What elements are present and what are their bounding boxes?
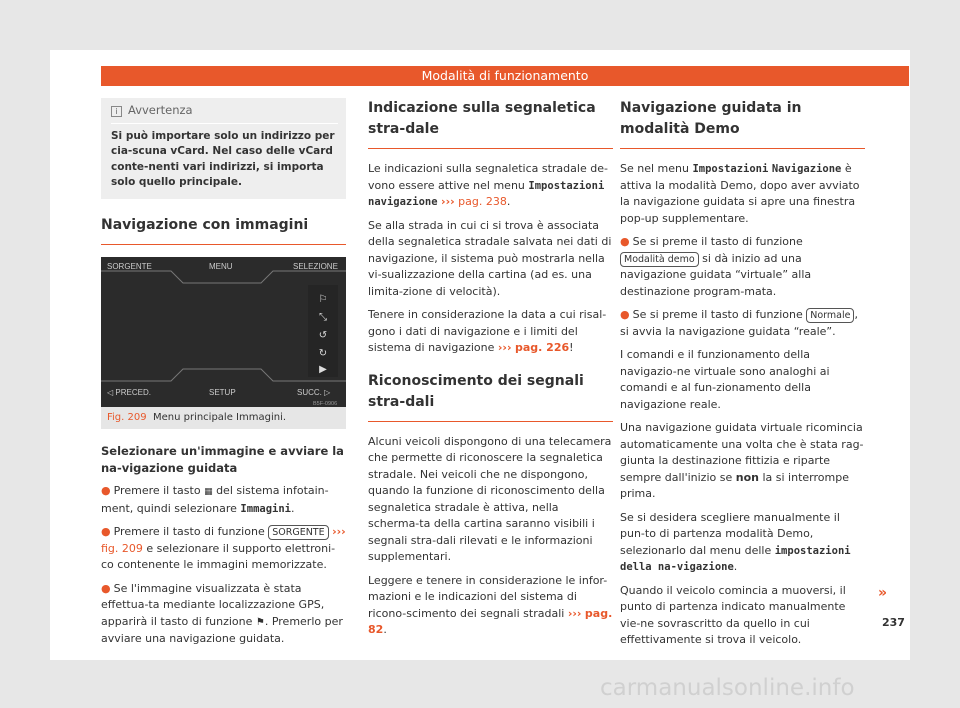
paragraph: Se nel menu Impostazioni Navigazione è attiva la modalità Demo, dopo aver avviato la navigazione guidata si apre una finestra pop-up supplementare. (620, 162, 860, 225)
warning-body: Si può importare solo un indirizzo per cia-scuna vCard. Nel caso delle vCard conte-nenti vari indirizzi, si importa solo quello principale. (111, 129, 335, 188)
figure-link[interactable]: fig. 209 (101, 541, 143, 555)
bullet-3: ● Se l'immagine visualizzata è stata effettua-ta mediante localizzazione GPS, apparirà il tasto di funzione ⚑. Premerlo per avviare una navigazione guidata. (101, 581, 343, 645)
flag-icon[interactable]: ⚐ (318, 293, 328, 305)
bullet-icon: ● (101, 525, 111, 538)
continue-mark: » (878, 585, 888, 601)
watermark: carmanualsonline.info (600, 675, 855, 701)
section-heading-recognition: Riconoscimento dei segnali stra-dali (368, 371, 613, 422)
ref-arrow-icon: ››› (332, 525, 346, 538)
home-key-icon: ▦ (204, 487, 213, 497)
rotate-right-icon[interactable]: ↻ (318, 347, 328, 359)
paragraph: Quando il veicolo comincia a muoversi, il punto di partenza indicato manualmente vie-ne sovrascritto da quello in cui effettivamente si trova il veicolo. (620, 583, 846, 646)
bullet-icon: ● (620, 308, 630, 321)
bullet-2: ● Premere il tasto di funzione SORGENTE ››› fig. 209 e selezionare il supporto elettroni-co contenente le immagini memorizzate. (101, 525, 346, 571)
demo-mode-key: Modalità demo (620, 252, 699, 267)
ref-arrow-icon: ››› (567, 606, 582, 620)
screen-menu-label[interactable]: MENU (209, 261, 233, 271)
screen-preced-label[interactable]: ◁ PRECED. (107, 387, 151, 397)
paragraph: I comandi e il funzionamento della navigazio-ne virtuale sono analoghi ai comandi e al fun-zionamento della navigazione reale. (620, 348, 830, 411)
normal-key: Normale (806, 308, 854, 323)
warning-title (111, 102, 338, 124)
triangle-left-icon: ◁ (107, 387, 116, 397)
subheading: Selezionare un'immagine e avviare la na-vigazione guidata (101, 444, 344, 475)
warning-title-text: Avvertenza (128, 103, 193, 117)
paragraph: Tenere in considerazione la data a cui risal-gono i dati di navigazione e i limiti del sistema di navigazione ››› pag. 226! (368, 308, 607, 354)
checkered-flag-icon: ⚑ (255, 616, 265, 628)
section-heading-signs: Indicazione sulla segnaletica stra-dale (368, 98, 613, 149)
infotainment-screen-figure (101, 257, 346, 407)
ref-arrow-icon: ››› (441, 195, 455, 208)
column-3 (620, 98, 865, 656)
ref-arrow-icon: ››› (497, 341, 512, 354)
bullet-icon: ● (101, 484, 111, 497)
bullet-demo: ● Se si preme il tasto di funzione Modalità demo si dà inizio ad una navigazione guidata “virtuale” alla destinazione program-mata. (620, 235, 812, 298)
rotate-left-icon[interactable]: ↺ (318, 329, 328, 341)
paragraph: Leggere e tenere in considerazione le infor-mazioni e le indicazioni del sistema di ricono-scimento dei segnali stradali ››› pag. 82. (368, 573, 613, 636)
page-link[interactable]: pag. 82 (368, 606, 613, 636)
figure-code: B5F-0906 (313, 400, 338, 407)
screen-setup-label[interactable]: SETUP (209, 387, 236, 397)
bullet-icon: ● (101, 581, 111, 595)
section-heading-demo: Navigazione guidata in modalità Demo (620, 98, 865, 149)
manual-page (50, 50, 910, 660)
bullet-1: ● Premere il tasto ▦ del sistema infotain-ment, quindi selezionare Immagini. (101, 484, 329, 515)
paragraph: Se alla strada in cui ci si trova è associata della segnaletica stradale salvata nei dati di navigazione, il sistema può mostrarla nella vi-sualizzazione della cartina (ad es. una limita-zione di velocità). (368, 218, 612, 298)
column-1 (101, 98, 346, 655)
fit-screen-icon[interactable]: ⤡ (319, 311, 327, 323)
section-heading: Navigazione con immagini (101, 215, 346, 245)
figure-label: Fig. 209 (107, 411, 147, 423)
screen-succ-label[interactable]: SUCC. ▷ (297, 387, 331, 397)
play-icon[interactable]: ▶ (319, 363, 327, 375)
sorgente-key: SORGENTE (268, 525, 328, 540)
paragraph: Le indicazioni sulla segnaletica stradale de-vono essere attive nel menu Impostazioni navigazione ››› pag. 238. (368, 162, 608, 208)
screen-sorgente-label[interactable]: SORGENTE (107, 261, 152, 271)
paragraph: Alcuni veicoli dispongono di una telecamera che permette di riconoscere la segnaletica stradale. Nei veicoli che ne dispongono, quando la funzione di riconoscimento della segnaletica stradale è attiva, nella scherma-ta della cartina saranno visibili i segnali stra-dali rilevati e le informazioni supplementari. (368, 434, 612, 563)
page-link[interactable]: pag. 238 (458, 195, 507, 208)
column-2 (368, 98, 613, 646)
page-link[interactable]: pag. 226 (515, 341, 570, 354)
page-number: 237 (882, 616, 905, 629)
warning-box (101, 98, 346, 199)
triangle-right-icon: ▷ (321, 387, 331, 397)
bullet-normal: ● Se si preme il tasto di funzione Normale , si avvia la navigazione guidata “reale”. (620, 308, 858, 338)
bullet-icon: ● (620, 235, 630, 248)
info-icon: i (111, 106, 122, 117)
page-header: Modalità di funzionamento (101, 66, 909, 86)
figure-caption-text: Menu principale Immagini. (152, 411, 287, 423)
paragraph: Se si desidera scegliere manualmente il pun-to di partenza modalità Demo, selezionarlo dal menu delle impostazioni della na-vigazione. (620, 510, 851, 573)
figure-caption (101, 407, 346, 430)
paragraph: Una navigazione guidata virtuale ricomincia automaticamente una volta che è stata rag-giunta la destinazione fittizia e riparte sempre dall'inizio se non la si interrompe prima. (620, 421, 864, 500)
screen-selezione-label[interactable]: SELEZIONE (293, 261, 338, 271)
